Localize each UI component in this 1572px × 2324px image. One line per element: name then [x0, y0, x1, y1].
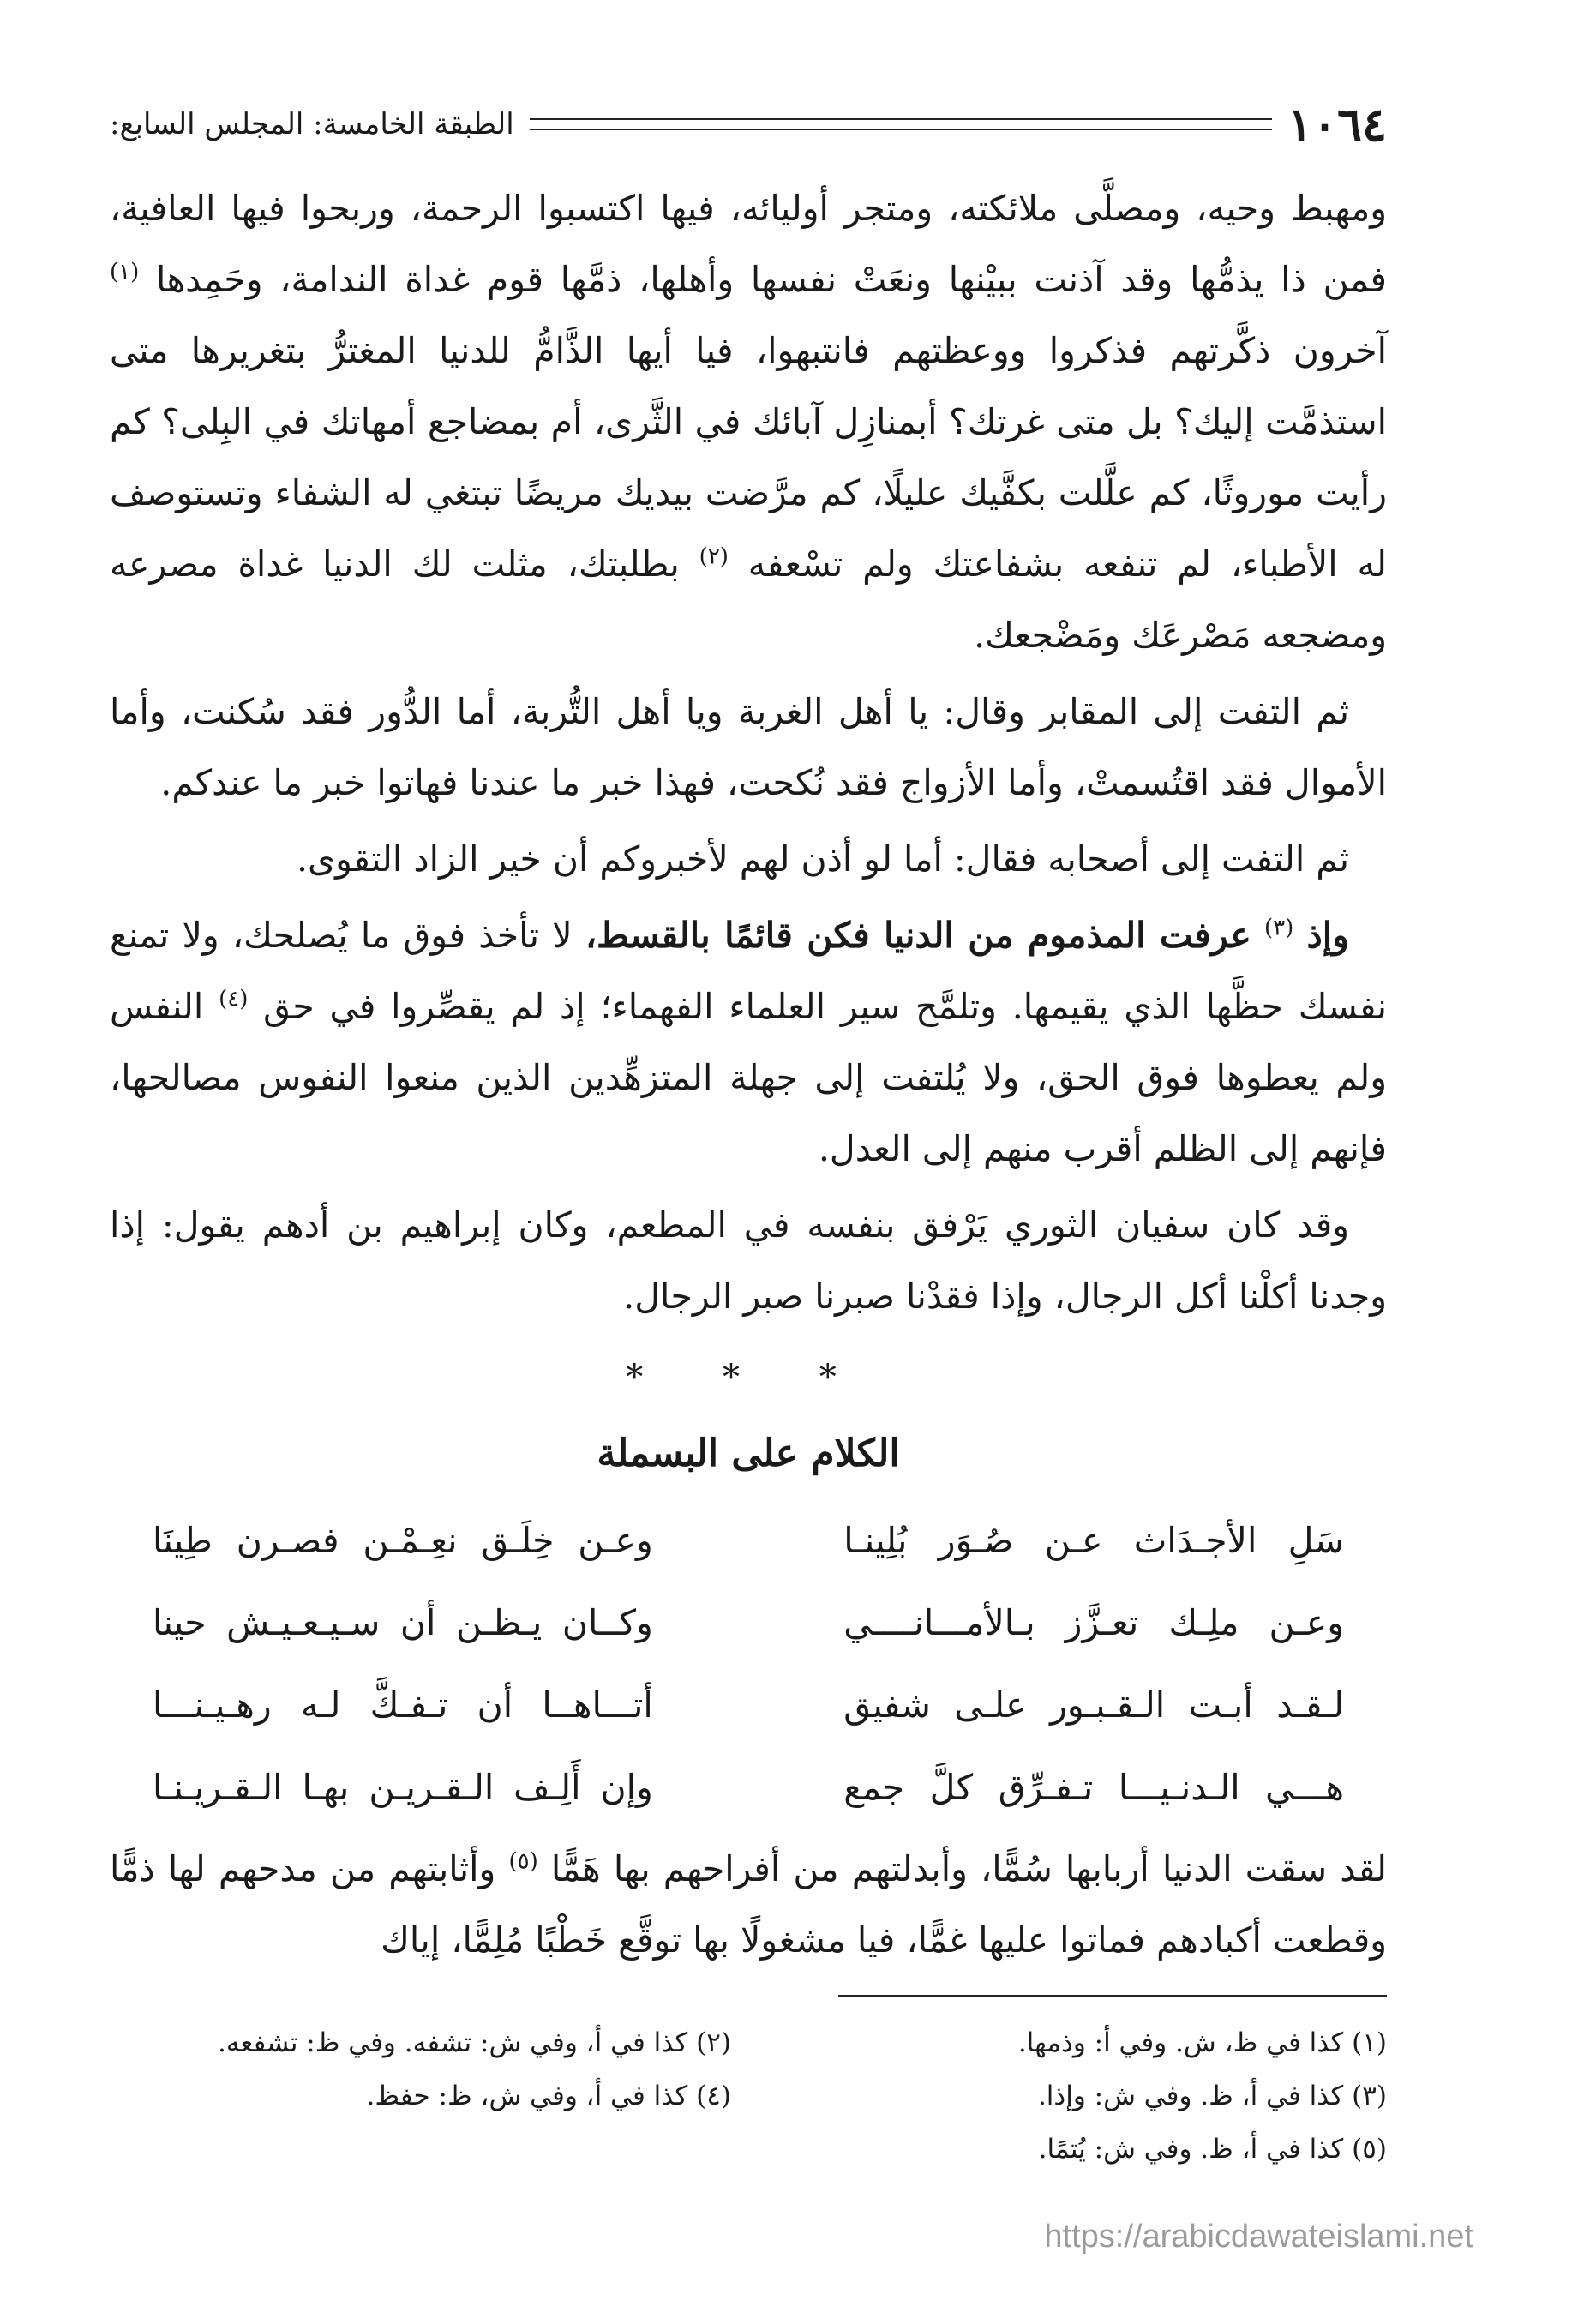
- emphasized-text: وإذ: [1306, 915, 1349, 956]
- footnote-marker: (٣): [1264, 915, 1294, 941]
- poem: [110, 1499, 1387, 1829]
- text-run: [1251, 915, 1264, 956]
- page-header: [110, 93, 1387, 156]
- verse-first-hemistich: هـــي الـدنـيـــا تـفـرِّق كلَّ جمع: [843, 1767, 1344, 1808]
- page-number: ١٠٦٤: [1287, 97, 1387, 152]
- footnote-marker: (٢): [699, 543, 729, 570]
- verse-first-hemistich: لـقـد أبـت الـقـبـور علـى شفيق: [843, 1684, 1344, 1726]
- verse-second-hemistich: وإن أَلِـف الـقـريـن بهـا الـقـريـنـا: [153, 1767, 653, 1808]
- header-rule: [530, 118, 1272, 130]
- footnote: (٤) كذا في أ، وفي ش، ظ: حفظ.: [366, 2081, 731, 2111]
- paragraph: [110, 900, 1387, 1185]
- main-text: [110, 173, 1387, 1332]
- text-run: وأثابتهم من مدحهم لها ذمًّا وقطعت أكبادهم فماتوا عليها غمًّا، فيا مشغولًا بها توقَّع خَطْبًا مُلِمًّا، إياك: [110, 1848, 1387, 1961]
- footnote: (٢) كذا في أ، وفي ش: تشفه. وفي ظ: تشفعه.: [218, 2027, 731, 2058]
- closing-text: [110, 1834, 1387, 1976]
- footnote: (٣) كذا في أ، ظ. وفي ش: وإذا.: [1037, 2081, 1387, 2111]
- section-separator: * * *: [626, 1358, 871, 1397]
- section-title: الكلام على البسملة: [597, 1432, 900, 1475]
- footnote: (١) كذا في ظ، ش. وفي أ: وذمها.: [1017, 2027, 1387, 2058]
- text-run: وقد كان سفيان الثوري يَرْفق بنفسه في المطعم، وكان إبراهيم بن أدهم يقول: إذا وجدنا أكلْنا أكل الرجال، وإذا فقدْنا صبرنا صبر الرجال.: [110, 1204, 1387, 1317]
- footnote-marker: (١): [110, 259, 140, 285]
- verse-second-hemistich: أتـــاهــا أن تـفـكَّ لـه رهـيـنـــا: [153, 1684, 653, 1726]
- text-run: ومهبط وحيه، ومصلَّى ملائكته، ومتجر أوليائه، فيها اكتسبوا الرحمة، وربحوا فيها العافية، فمن ذا يذمُّها وقد آذنت ببيْنها ونعَتْ نفسها وأهلها، ذمَّها قوم غداة الندامة، وحَمِدها: [110, 188, 1387, 300]
- text-run: بطلبتك، مثلت لك الدنيا غداة مصرعه ومضجعه مَصْرعَك ومَضْجعك.: [110, 543, 1387, 656]
- poem-verse: [110, 1582, 1387, 1664]
- verse-first-hemistich: سَلِ الأجـدَاث عـن صُـوَر بُلِينـا: [843, 1520, 1344, 1561]
- text-run: ثم التفت إلى المقابر وقال: يا أهل الغربة ويا أهل التُّربة، أما الدُّور فقد سُكنت، وأما الأموال فقد اقتُسمتْ، وأما الأزواج فقد نُكحت، فهذا خبر ما عندنا فهاتوا خبر ما عندكم.: [110, 691, 1387, 803]
- poem-verse: [110, 1746, 1387, 1829]
- text-run: النفس ولم يعطوها فوق الحق، ولا يُلتفت إلى جهلة المتزهِّدين الذين منعوا النفوس مصالحها، فإنهم إلى الظلم أقرب منهم إلى العدل.: [110, 986, 1387, 1169]
- footnote: (٥) كذا في أ، ظ. وفي ش: يُتمًا.: [1038, 2134, 1387, 2165]
- verse-first-hemistich: وعـن ملِـك تعـزَّز بـالأمـــانــــي: [843, 1602, 1344, 1643]
- watermark-url: https://arabicdawateislami.net: [1044, 2219, 1473, 2255]
- emphasized-text: عرفت المذموم من الدنيا فكن قائمًا بالقسط،: [585, 915, 1251, 956]
- poem-verse: [110, 1499, 1387, 1582]
- paragraph: [110, 824, 1387, 895]
- paragraph: [110, 1190, 1387, 1332]
- text-run: ثم التفت إلى أصحابه فقال: أما لو أذن لهم لأخبروكم أن خير الزاد التقوى.: [297, 838, 1349, 880]
- book-page: [110, 93, 1387, 2253]
- header-title: الطبقة الخامسة: المجلس السابع:: [110, 107, 514, 141]
- footnote-rule: [838, 1995, 1387, 1997]
- text-run: لقد سقت الدنيا أربابها سُمًّا، وأبدلتهم من أفراحهم بها هَمًّا: [537, 1848, 1387, 1889]
- poem-verse: [110, 1664, 1387, 1746]
- paragraph: [110, 1834, 1387, 1976]
- paragraph: [110, 173, 1387, 671]
- verse-second-hemistich: وعـن خِلَـق نعِـمْـن فصـرن طِينَا: [153, 1520, 653, 1561]
- text-run: آخرون ذكَّرتهم فذكروا ووعظتهم فانتبهوا، فيا أيها الذَّامُّ للدنيا المغترُّ بتغريرها متى استذمَّت إليك؟ بل متى غرتك؟ أبمنازِل آبائك في الثَّرى، أم بمضاجع أمهاتك في البِلى؟ كم رأيت موروثًا، كم علَّلت بكفَّيك عليلًا، كم مرَّضت بيديك مريضًا تبتغي له الشفاء وتستوصف له الأطباء، لم تنفعه بشفاعتك ولم تسْعفه: [110, 330, 1387, 585]
- footnote-marker: (٤): [219, 986, 249, 1012]
- paragraph: [110, 676, 1387, 819]
- footnote-marker: (٥): [508, 1848, 538, 1875]
- text-run: [1293, 915, 1306, 956]
- text-run: لا تأخذ فوق ما يُصلحك، ولا تمنع نفسك حظَّها الذي يقيمها. وتلمَّح سير العلماء الفهماء؛ إذ لم يقصِّروا في حق: [110, 915, 1387, 1027]
- verse-second-hemistich: وكــان يـظـن أن سـيـعـيـش حينا: [153, 1602, 653, 1643]
- footnotes: [110, 2016, 1387, 2176]
